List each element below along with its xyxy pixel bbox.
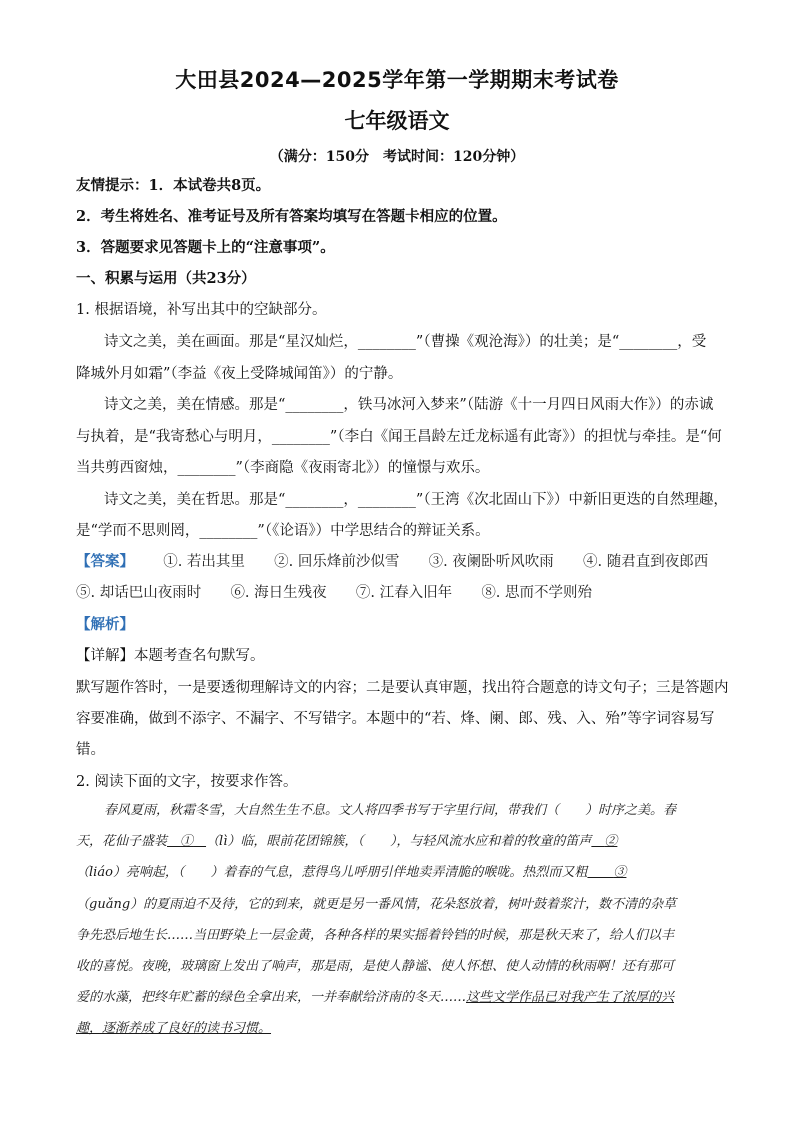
detail-line-1: 默写题作答时，一是要透彻理解诗文的内容；二是要认真审题，找出符合题意的诗文句子；三是答题内 — [76, 680, 729, 696]
passage-line-7: 爱的水藻，把终年贮蓄的绿色全拿出来，一并奉献给济南的冬天……这些文学作品已对我产生了浓厚的兴 — [76, 990, 675, 1005]
answer-item: ①. 若出其里 — [163, 554, 245, 570]
passage-line-8 — [76, 1018, 726, 1040]
exam-meta: （满分：150分 考试时间：120分钟） — [269, 149, 525, 165]
exam-title: 大田县2024—2025学年第一学期期末考试卷 — [175, 68, 619, 92]
answer-row-1 — [76, 550, 726, 574]
underlined-sentence-end: 趣，逐渐养成了良好的读书习惯。 — [76, 1021, 272, 1036]
detail-line-3: 错。 — [76, 742, 105, 758]
answer-item: ⑦. 江春入旧年 — [355, 585, 453, 601]
question-2-prompt: 2. 阅读下面的文字，按要求作答。 — [76, 774, 298, 790]
passage-line-5: 争先恐后地生长……当田野染上一层金黄，各种各样的果实摇着铃铛的时候，那是秋天来了，给人们以丰 — [76, 928, 675, 943]
tip-line-2: 2．考生将姓名、准考证号及所有答案均填写在答题卡相应的位置。 — [76, 208, 507, 225]
answer-item: ②. 回乐烽前沙似雪 — [274, 554, 400, 570]
q1-para2-line2: 与执着，是“我寄愁心与明月，________”（李白《闻王昌龄左迁龙标遥有此寄》）的担忧与牵挂。是“何 — [76, 429, 722, 445]
question-1-prompt: 1. 根据语境，补写出其中的空缺部分。 — [76, 302, 327, 318]
passage-line-3: （liáo）亮响起，（ ）着春的气息，惹得鸟儿呼朋引伴地卖弄清脆的喉咙。热烈而又粗 ③ — [76, 865, 627, 880]
q1-para2-line1: 诗文之美，美在情感。那是“________，铁马冰河入梦来”（陆游《十一月四日风雨大作》）的赤诚 — [104, 397, 714, 413]
tip-line-3: 3．答题要求见答题卡上的“注意事项”。 — [76, 239, 335, 256]
passage-line-2: 天，花仙子盛装 ① （lì）临，眼前花团锦簇，（ ），与轻风流水应和着的牧童的笛声 ② — [76, 834, 618, 849]
answer-item: ④. 随君直到夜郎西 — [583, 554, 709, 570]
blank-3: ③ — [613, 865, 627, 880]
section-heading: 一、积累与运用（共23分） — [76, 270, 256, 287]
passage-line-4: （guǎng）的夏雨迫不及待，它的到来，就更是另一番风情，花朵怒放着，树叶鼓着浆汁，数不清的杂草 — [76, 897, 677, 912]
blank-1: ① — [180, 834, 194, 849]
tip-line-1: 友情提示：1．本试卷共8页。 — [76, 177, 271, 194]
q1-para3-line2: 是“学而不思则罔，________”（《论语》）中学思结合的辩证关系。 — [76, 523, 490, 539]
passage-line-6: 收的喜悦。夜晚，玻璃窗上发出了响声，那是雨，是使人静谧、使人怀想、使人动情的秋雨啊！还有那可 — [76, 959, 675, 974]
detail-line-2: 容要准确，做到不添字、不漏字、不写错字。本题中的“若、烽、阑、郎、残、入、殆”等字词容易写 — [76, 711, 715, 727]
exam-subject: 七年级语文 — [344, 109, 450, 133]
answer-item: ③. 夜阑卧听风吹雨 — [428, 554, 554, 570]
detail-heading: 【详解】本题考查名句默写。 — [76, 648, 265, 664]
analysis-label: 【解析】 — [76, 616, 134, 633]
underlined-sentence: 这些文学作品已对我产生了浓厚的兴 — [466, 990, 675, 1005]
answer-item: ⑧. 思而不学则殆 — [481, 585, 593, 601]
answer-label: 【答案】 — [76, 553, 134, 570]
q1-para1-line1: 诗文之美，美在画面。那是“星汉灿烂，________”（曹操《观沧海》）的壮美；是“________，受 — [104, 334, 707, 350]
q1-para3-line1: 诗文之美，美在哲思。那是“________，________”（王湾《次北固山下》）中新旧更迭的自然理趣， — [104, 492, 728, 508]
blank-2: ② — [604, 834, 618, 849]
q1-para2-line3: 当共剪西窗烛，________”（李商隐《夜雨寄北》）的憧憬与欢乐。 — [76, 460, 490, 476]
q1-para1-line2: 降城外月如霜”（李益《夜上受降城闻笛》）的宁静。 — [76, 366, 403, 382]
answer-item: ⑤. 却话巴山夜雨时 — [76, 585, 202, 601]
answer-item: ⑥. 海日生残夜 — [230, 585, 327, 601]
answer-row-2 — [76, 581, 726, 605]
passage-line-1: 春风夏雨，秋霜冬雪，大自然生生不息。文人将四季书写于字里行间，带我们（ ）时序之美。春 — [104, 803, 677, 818]
